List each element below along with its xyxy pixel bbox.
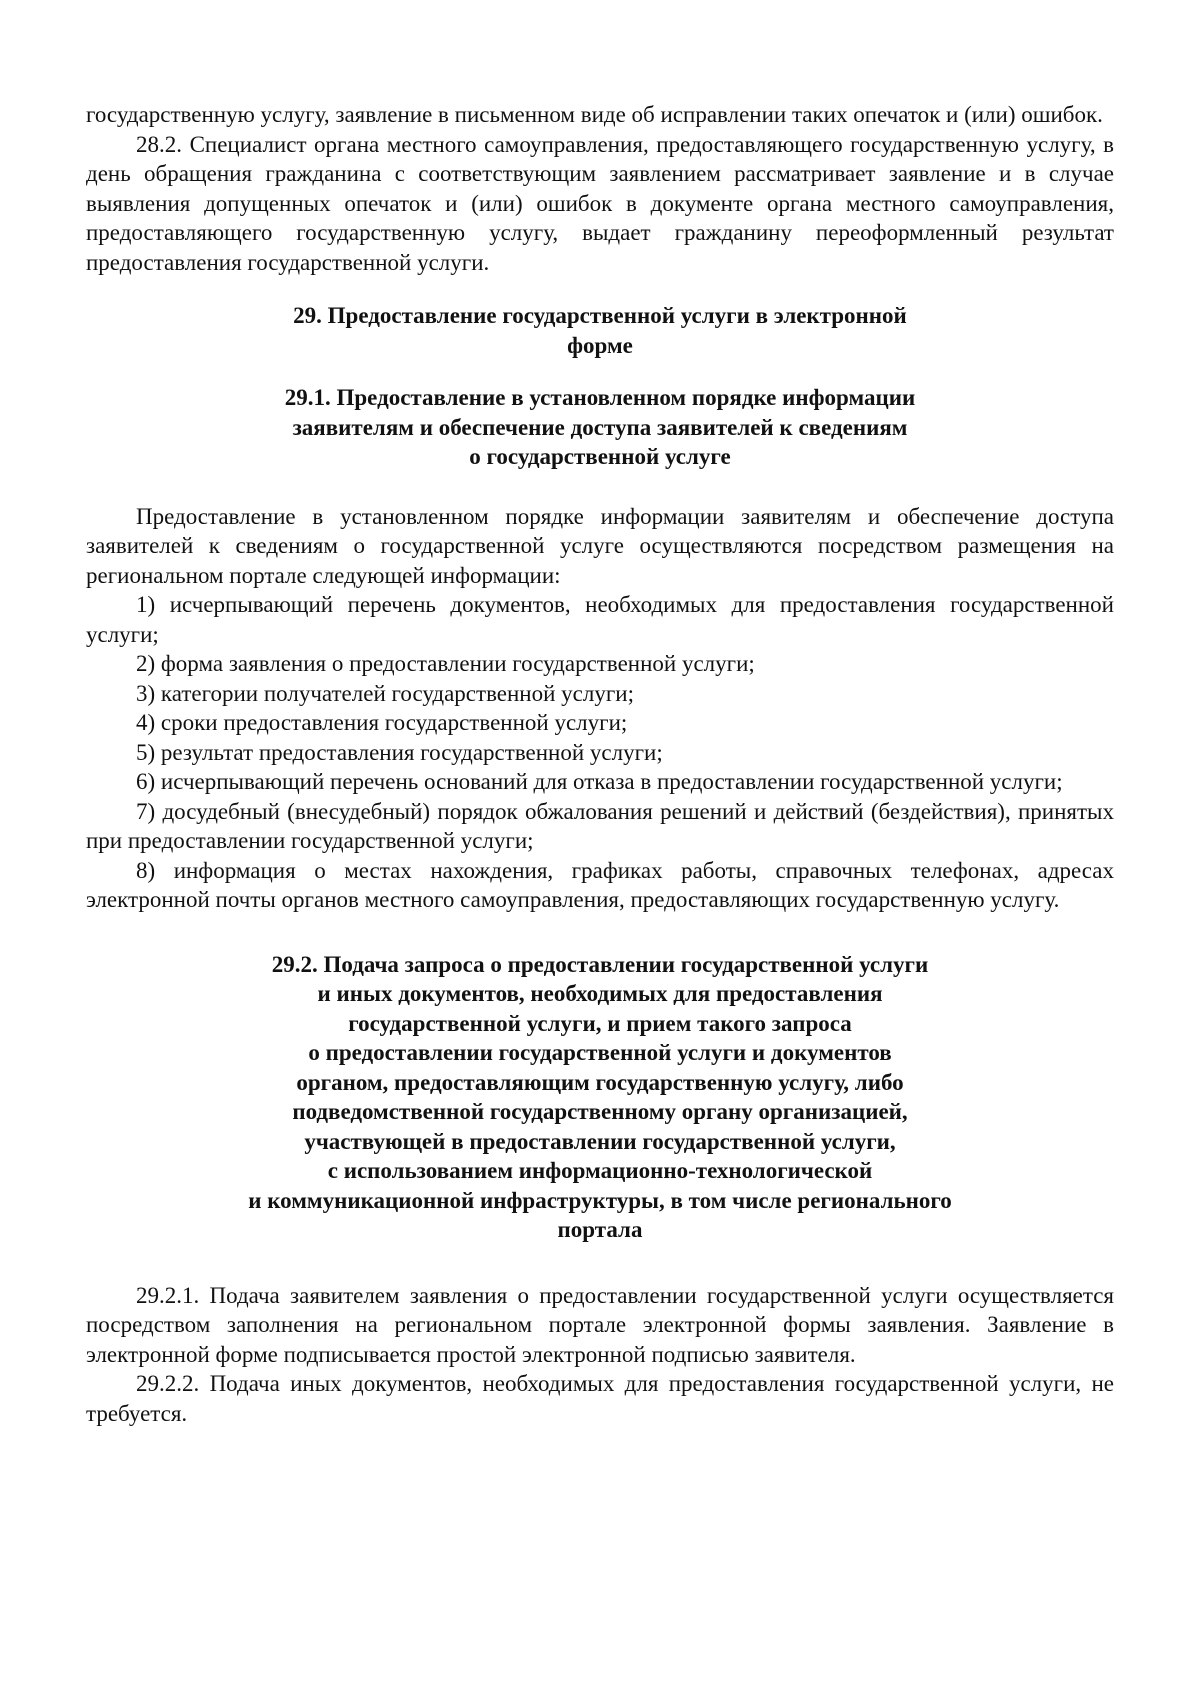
paragraph-28-2: 28.2. Специалист органа местного самоуправления, предоставляющего государственную услугу, в день обращения гражданина с соответствующим заявлением рассматривает заявление и в случае выявления допущенных опечаток и (или) ошибок в документе органа местного самоуправления, предоставляющего государственную услугу, выдает гражданину переоформленный результат предоставления государственной услуги. (86, 131, 1114, 275)
paragraph-continued: государственную услугу, заявление в письменном виде об исправлении таких опечаток и (или) ошибок. (86, 102, 1103, 127)
paragraph-29-2-1: 29.2.1. Подача заявителем заявления о предоставлении государственной услуги осуществляется посредством заполнения на региональном портале электронной формы заявления. Заявление в электронной форме подписывается простой электронной подписью заявителя. (86, 1282, 1114, 1367)
heading-29-2-line: подведомственной государственному органу организацией, (292, 1099, 908, 1124)
heading-29-line: 29. Предоставление государственной услуги в электронной (293, 303, 907, 328)
list-item: 3) категории получателей государственной услуги; (136, 680, 634, 706)
heading-29-2-line: органом, предоставляющим государственную услугу, либо (296, 1069, 904, 1095)
document-page (86, 100, 1114, 1428)
list-item: 1) исчерпывающий перечень документов, необходимых для предоставления государственной услуги; (86, 592, 1114, 647)
heading-29-2-line: 29.2. Подача запроса о предоставлении государственной услуги (271, 951, 929, 977)
heading-29-2-line: о предоставлении государственной услуги и документов (308, 1040, 892, 1065)
heading-29-line: форме (567, 332, 633, 358)
list-item: 2) форма заявления о предоставлении государственной услуги; (136, 651, 755, 676)
paragraph-29-2-2: 29.2.2. Подача иных документов, необходимых для предоставления государственной услуги, не требуется. (86, 1371, 1114, 1426)
heading-29-2-line: и коммуникационной инфраструктуры, в том числе регионального (248, 1187, 952, 1213)
heading-29-2-line: с использованием информационно-технологической (327, 1158, 873, 1183)
heading-29-2-line: государственной услуги, и прием такого запроса (348, 1010, 852, 1036)
list-item: 8) информация о местах нахождения, графиках работы, справочных телефонах, адресах электронной почты органов местного самоуправления, предоставляющих государственную услугу. (86, 857, 1114, 912)
heading-29-1-line: заявителям и обеспечение доступа заявителей к сведениям (292, 414, 908, 440)
heading-29 (86, 301, 1114, 360)
heading-29-2 (86, 950, 1114, 1245)
heading-29-2-line: участвующей в предоставлении государственной услуги, (304, 1128, 896, 1154)
list-item: 6) исчерпывающий перечень оснований для отказа в предоставлении государственной услуги; (136, 769, 1063, 794)
list-item: 7) досудебный (внесудебный) порядок обжалования решений и действий (бездействия), принятых при предоставлении государственной услуги; (86, 798, 1114, 853)
paragraph-29-1-intro: Предоставление в установленном порядке информации заявителям и обеспечение доступа заявителей к сведениям о государственной услуге осуществляются посредством размещения на региональном портале следующей информации: (86, 503, 1114, 588)
list-item: 5) результат предоставления государственной услуги; (136, 739, 663, 765)
heading-29-1-line: о государственной услуге (469, 444, 731, 469)
list-item: 4) сроки предоставления государственной услуги; (136, 710, 628, 735)
heading-29-2-line: портала (557, 1217, 643, 1242)
heading-29-1 (86, 383, 1114, 472)
heading-29-1-line: 29.1. Предоставление в установленном порядке информации (284, 385, 916, 410)
heading-29-2-line: и иных документов, необходимых для предоставления (317, 981, 883, 1006)
